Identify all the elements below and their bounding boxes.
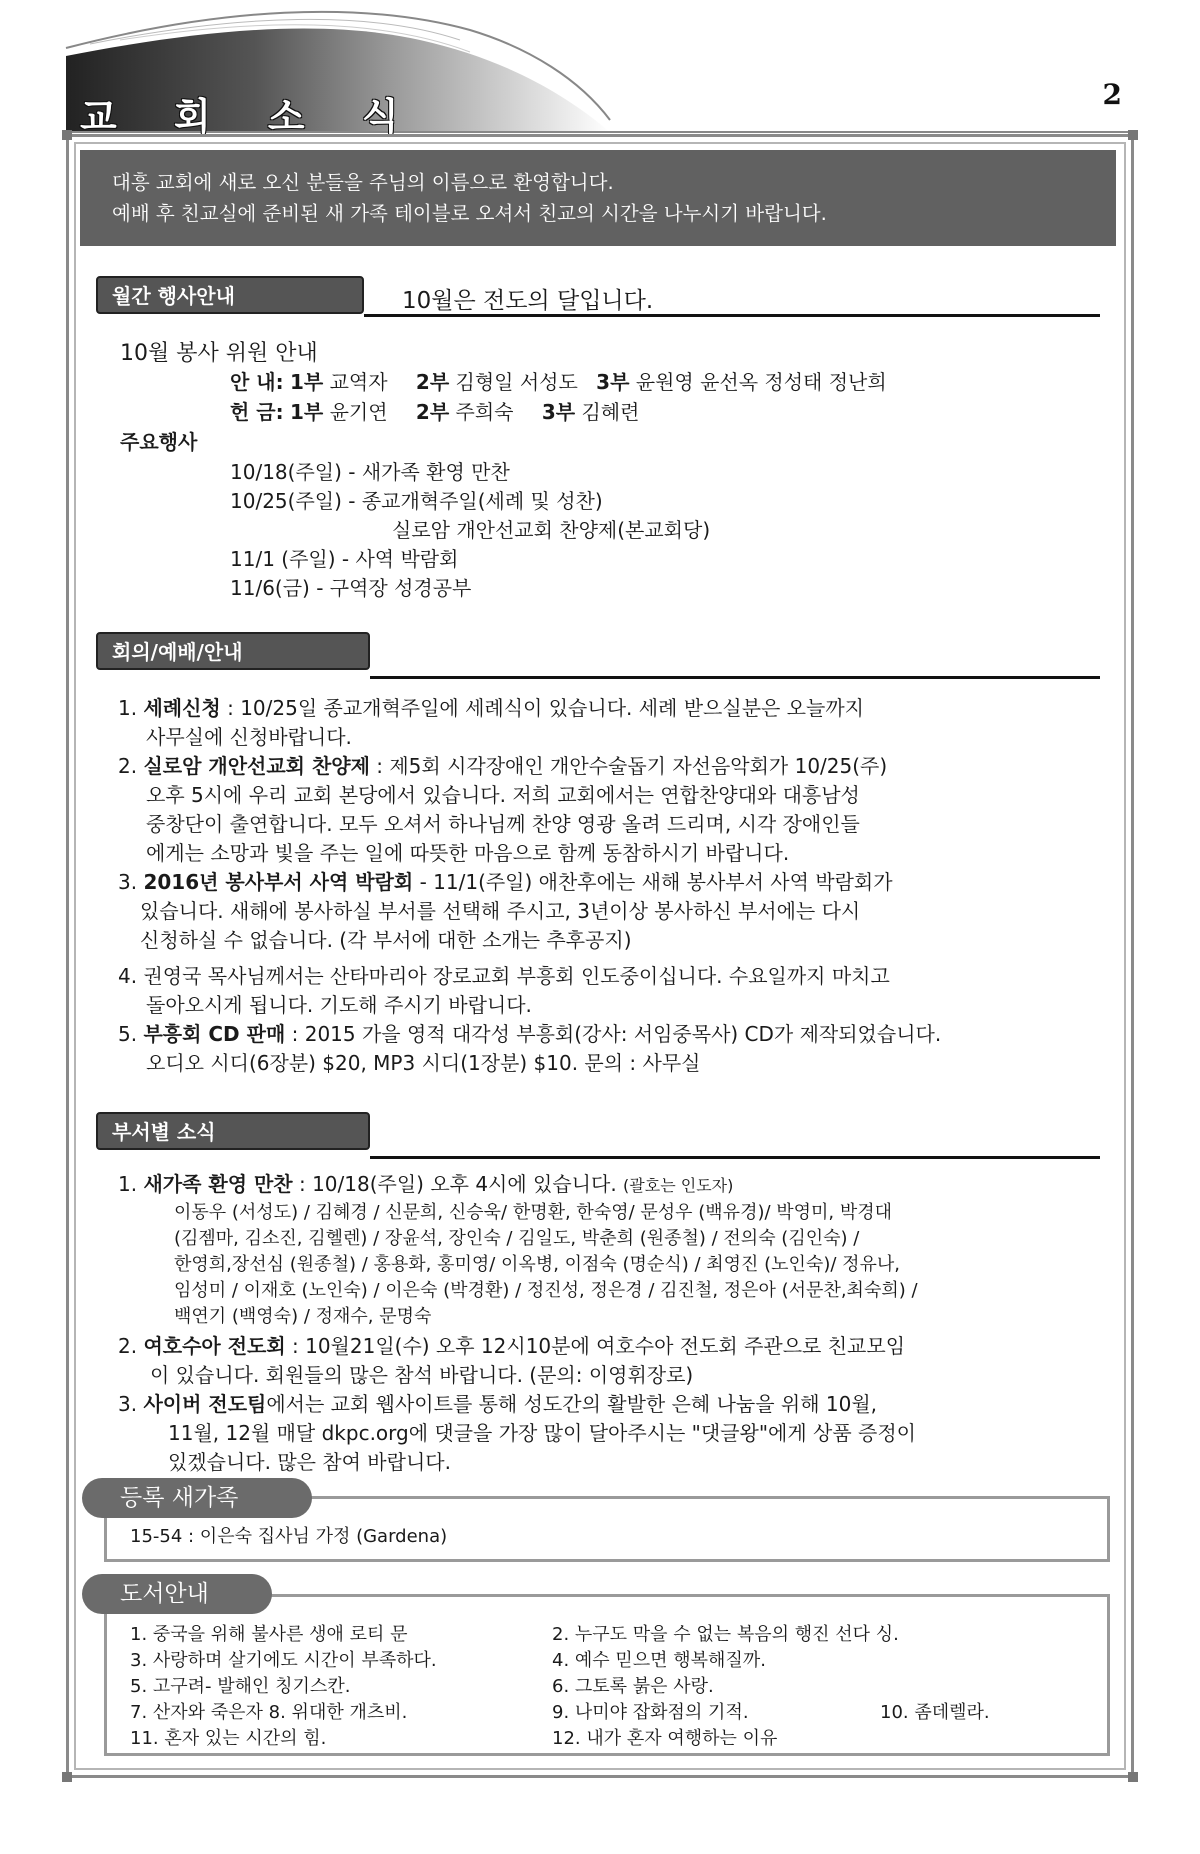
names-line: (김젬마, 김소진, 김헬렌) / 장윤석, 장인숙 / 김일도, 박춘희 (원종철) / 전의숙 (김인숙) / [174,1228,860,1249]
offering-names: 주희숙 [455,400,514,424]
guide-names: 교역자 [329,370,388,394]
book-item: 9. 나미야 잡화점의 기적. [552,1702,749,1723]
events-title: 주요행사 [120,430,198,454]
offering-label: 헌 금: [230,400,284,424]
notice-number: 1. [118,696,138,720]
notice-text: 돌아오시게 됩니다. 기도해 주시기 바랍니다. [146,993,532,1017]
event-item: 10/18(주일) - 새가족 환영 만찬 [230,460,510,484]
event-item: 11/6(금) - 구역장 성경공부 [230,576,472,600]
notice-text: : 2015 가을 영적 대각성 부흥회(강사: 서임중목사) CD가 제작되었습니다. [285,1022,942,1046]
page-title: 교 회 소 식 [80,94,421,139]
offering-row [230,398,639,427]
book-item: 10. 좀데렐라. [880,1702,990,1723]
notice-text: 중창단이 출연합니다. 모두 오셔서 하나님께 찬양 영광 올려 드리며, 시각 장애인들 [146,812,860,836]
notice-item [118,868,893,897]
notice-text: 신청하실 수 없습니다. (각 부서에 대한 소개는 추후공지) [140,928,632,952]
names-line: 백연기 (백영숙) / 정재수, 문명숙 [174,1306,432,1327]
book-item: 6. 그토록 붉은 사랑. [552,1676,714,1697]
notice-number: 5. [118,1022,138,1046]
dept-text: : 10월21일(수) 오후 12시10분에 여호수아 전도회 주관으로 친교모임 [285,1334,906,1358]
notice-text: 있습니다. 새해에 봉사하실 부서를 선택해 주시고, 3년이상 봉사하신 부서에는 다시 [140,899,861,923]
dept-text: 11월, 12월 매달 dkpc.org에 댓글을 가장 많이 달아주시는 "댓글왕"에게 상품 증정이 [168,1421,916,1445]
dept-note: (괄호는 인도자) [623,1176,734,1195]
event-item: 10/25(주일) - 종교개혁주일(세례 및 성찬) [230,489,603,513]
section-tab-notices: 회의/예배/안내 [96,632,370,670]
dept-text: 이 있습니다. 회원들의 많은 참석 바랍니다. (문의: 이영휘장로) [150,1363,694,1387]
section-rule [370,1156,1100,1159]
offering-names: 윤기연 [329,400,388,424]
dept-item [118,1390,877,1419]
names-line: 한영희,장선심 (원종철) / 홍용화, 홍미영/ 이옥병, 이점숙 (명순식) / 최영진 (노인숙)/ 정유나, [174,1254,901,1275]
dept-number: 1. [118,1172,138,1196]
notice-text: : 제5회 시각장애인 개안수술돕기 자선음악회가 10/25(주) [369,754,888,778]
service-label: 1부 [289,370,324,394]
service-label: 1부 [289,400,324,424]
section-rule [364,314,1100,317]
section-rule [370,676,1100,679]
names-line: 이동우 (서성도) / 김혜경 / 신문희, 신승욱/ 한명환, 한숙영/ 문성우 (백유경)/ 박영미, 박경대 [174,1202,893,1223]
frame-corner-ornament [62,1772,72,1782]
service-label: 2부 [415,370,450,394]
page-number: 2 [1102,78,1122,111]
section-tab-dept: 부서별 소식 [96,1112,370,1150]
guide-names: 윤원영 윤선옥 정성태 정난희 [635,370,887,394]
dept-text: : 10/18(주일) 오후 4시에 있습니다. [292,1172,617,1196]
registration-label: 등록 새가족 [82,1478,312,1518]
offering-names: 김혜련 [581,400,640,424]
book-item: 3. 사랑하며 살기에도 시간이 부족하다. [130,1650,437,1671]
notice-item [118,1020,941,1049]
event-item: 실로암 개안선교회 찬양제(본교회당) [392,518,711,542]
guide-names: 김형일 서성도 [455,370,578,394]
books-label: 도서안내 [82,1574,272,1614]
frame-corner-ornament [1128,1772,1138,1782]
notice-number: 2. [118,754,138,778]
dept-title: 여호수아 전도회 [143,1334,286,1358]
volunteers-title: 10월 봉사 위원 안내 [120,341,318,366]
welcome-line: 대흥 교회에 새로 오신 분들을 주님의 이름으로 환영합니다. [112,171,614,194]
notice-text: - 11/1(주일) 애찬후에는 새해 봉사부서 사역 박람회가 [413,870,893,894]
event-item: 11/1 (주일) - 사역 박람회 [230,547,459,571]
welcome-box [80,150,1116,246]
section-tab-monthly: 월간 행사안내 [96,276,364,314]
book-item: 2. 누구도 막을 수 없는 복음의 행진 선다 싱. [552,1624,899,1645]
dept-text: 에서는 교회 웹사이트를 통해 성도간의 활발한 은혜 나눔을 위해 10월, [266,1392,878,1416]
notice-text: : 10/25일 종교개혁주일에 세례식이 있습니다. 세례 받으실분은 오늘까지 [220,696,864,720]
book-item: 1. 중국을 위해 불사른 생애 로티 문 [130,1624,408,1645]
notice-text: 오후 5시에 우리 교회 본당에서 있습니다. 저희 교회에서는 연합찬양대와 대흥남성 [146,783,860,807]
notice-text: 에게는 소망과 빛을 주는 일에 따뜻한 마음으로 함께 동참하시기 바랍니다. [146,841,790,865]
dept-item [118,1332,905,1361]
names-line: 임성미 / 이재호 (노인숙) / 이은숙 (박경환) / 정진성, 정은경 / 김진철, 정은아 (서문찬,최숙희) / [174,1280,918,1301]
notice-title: 실로암 개안선교회 찬양제 [143,754,370,778]
service-label: 3부 [541,400,576,424]
guide-label: 안 내: [230,370,284,394]
dept-item [118,1170,733,1200]
dept-number: 2. [118,1334,138,1358]
notice-item [118,694,864,723]
service-label: 2부 [415,400,450,424]
frame-corner-ornament [62,130,72,140]
notice-title: 부흥회 CD 판매 [143,1022,286,1046]
registration-entry: 15-54 : 이은숙 집사님 가정 (Gardena) [130,1526,448,1547]
notice-text: 오디오 시디(6장분) $20, MP3 시디(1장분) $10. 문의 : 사무실 [146,1051,701,1075]
book-item: 7. 산자와 죽은자 8. 위대한 개츠비. [130,1702,408,1723]
book-item: 5. 고구려- 발해인 칭기스칸. [130,1676,351,1697]
dept-title: 새가족 환영 만찬 [143,1172,293,1196]
notice-number: 3. [118,870,138,894]
dept-text: 있겠습니다. 많은 참여 바랍니다. [168,1450,451,1474]
book-item: 4. 예수 믿으면 행복해질까. [552,1650,766,1671]
welcome-line: 예배 후 친교실에 준비된 새 가족 테이블로 오셔서 친교의 시간을 나누시기 바랍니다. [112,202,827,225]
guide-row [230,368,887,397]
service-label: 3부 [596,370,630,394]
book-item: 11. 혼자 있는 시간의 힘. [130,1728,327,1749]
notice-title: 2016년 봉사부서 사역 박람회 [143,870,414,894]
notice-item [118,752,887,781]
dept-title: 사이버 전도팀 [143,1392,267,1416]
notice-text: 사무실에 신청바랍니다. [146,725,352,749]
book-item: 12. 내가 혼자 여행하는 이유 [552,1728,778,1749]
dept-number: 3. [118,1392,138,1416]
monthly-headline: 10월은 전도의 달입니다. [402,288,654,314]
notice-item: 4. 권영국 목사님께서는 산타마리아 장로교회 부흥회 인도중이십니다. 수요일까지 마치고 [118,964,890,988]
notice-title: 세례신청 [143,696,221,720]
frame-corner-ornament [1128,130,1138,140]
